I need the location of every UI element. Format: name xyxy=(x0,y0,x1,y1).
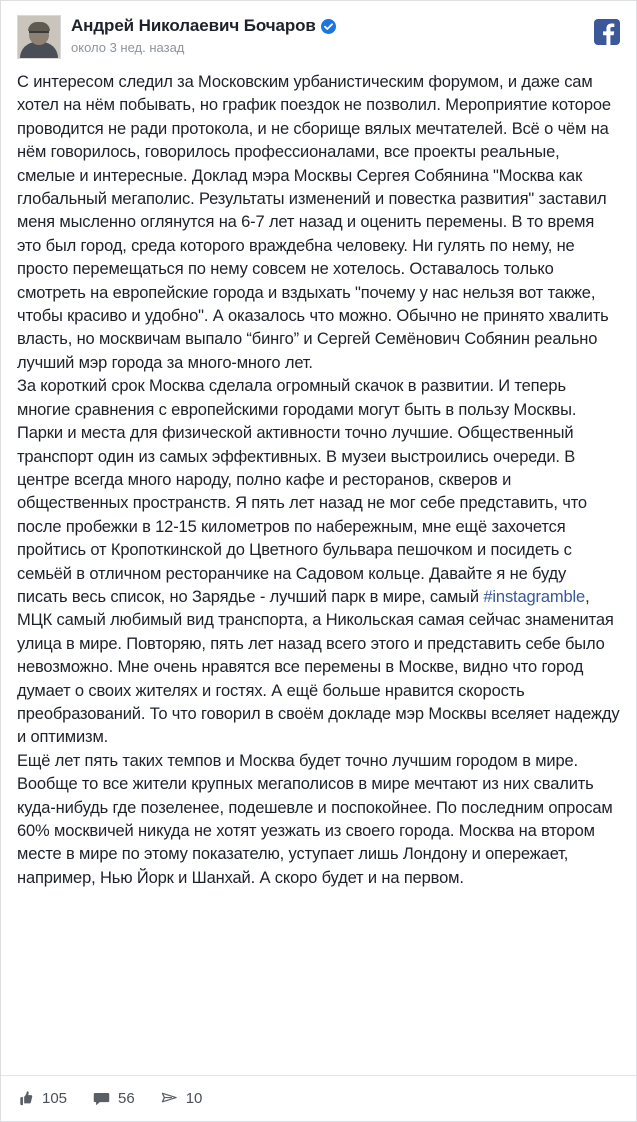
avatar[interactable] xyxy=(17,15,61,59)
post-text-paragraph-2 xyxy=(17,375,620,750)
hashtag-link[interactable]: #instagramble xyxy=(483,587,586,606)
post-header-text xyxy=(71,15,336,55)
post-text-paragraph-1: С интересом следил за Московским урбанистическим форумом, и даже сам хотел на нём побывать, но график поездок не позволил. Мероприятие которое проводится не ради протокола, и не сборище вялых мечтателей. Всё о чём на нём говорилось, говорилось профессионалами, все проекты реальные, смелые и интересные. Доклад мэра Москвы Сергея Собянина "Москва как глобальный мегаполис. Результаты изменений и повестка развития" заставил меня мысленно оглянутся на 6-7 лет назад и оценить перемены. В то время это был город, среда которого враждебна человеку. Ни гулять по нему, не просто перемещаться по нему совсем не хотелось. Оставалось только смотреть на европейские города и вздыхать "почему у нас нельзя вот также, чтобы красиво и удобно". А оказалось что можно. Обычно не принято хвалить власть, но москвичам выпало “бинго” и Сергей Семёнович Собянин реально лучший мэр города за много-много лет. xyxy=(17,73,611,372)
thumbs-up-icon xyxy=(17,1090,34,1107)
author-row xyxy=(71,16,336,36)
avatar-hair-shape xyxy=(28,22,50,31)
post-footer xyxy=(1,1075,636,1121)
post-timestamp[interactable]: около 3 нед. назад xyxy=(71,40,185,55)
post-text-2-pre: За короткий срок Москва сделала огромный скачок в развитии. И теперь многие сравнения с европейскими городами могут быть в пользу Москвы. Парки и места для физической активности точно лучшие. Общественный транспорт один из самых эффективных. В музеи выстроились очереди. В центре всегда много народу, полно кафе и ресторанов, скверов и общественных пространств. Я пять лет назад не мог себе представить, что после пробежки в 12-15 километров по набережным, мне ещё захочется пройтись от Кропоткинской до Цветного бульвара пешочком и посидеть с семьёй в отличном ресторанчике на Садовом кольце. Давайте я не буду писать весь список, но Зарядье - лучший парк в мире, самый xyxy=(17,377,587,606)
like-action[interactable] xyxy=(17,1090,67,1107)
comment-count: 56 xyxy=(118,1090,135,1107)
avatar-glasses-shape xyxy=(29,31,49,37)
share-action[interactable] xyxy=(161,1090,203,1107)
post-text-paragraph-3: Ещё лет пять таких темпов и Москва будет точно лучшим городом в мире. Вообще то все жители крупных мегаполисов в мире мечтают из них свалить куда-нибудь где позеленее, подешевле и поспокойнее. По последним опросам 60% москвичей никуда не хотят уезжать из своего города. Москва на втором месте в мире по этому показателю, уступает лишь Лондону и опережает, например, Нью Йорк и Шанхай. А скоро будет и на первом. xyxy=(17,751,613,887)
verified-badge-icon xyxy=(321,19,336,34)
share-arrow-icon xyxy=(161,1090,178,1107)
post-body xyxy=(1,67,636,1075)
share-count: 10 xyxy=(185,1090,203,1107)
facebook-logo-icon xyxy=(594,19,620,45)
comment-icon xyxy=(93,1090,110,1107)
like-count: 105 xyxy=(42,1090,68,1107)
author-name[interactable]: Андрей Николаевич Бочаров xyxy=(71,16,316,35)
post-header xyxy=(1,1,636,67)
comment-action[interactable] xyxy=(93,1090,135,1107)
post-text-2-post: , МЦК самый любимый вид транспорта, а Никольская самая сейчас знаменитая улица в мире. Повторяю, пять лет назад всего этого и представить себе было невозможно. Мне очень нравятся все перемены в Москве, видно что город думает о своих жителях и гостях. А ещё больше нравится скорость преобразований. То что говорил в своём докладе мэр Москвы вселяет надежду и оптимизм. xyxy=(17,587,620,747)
